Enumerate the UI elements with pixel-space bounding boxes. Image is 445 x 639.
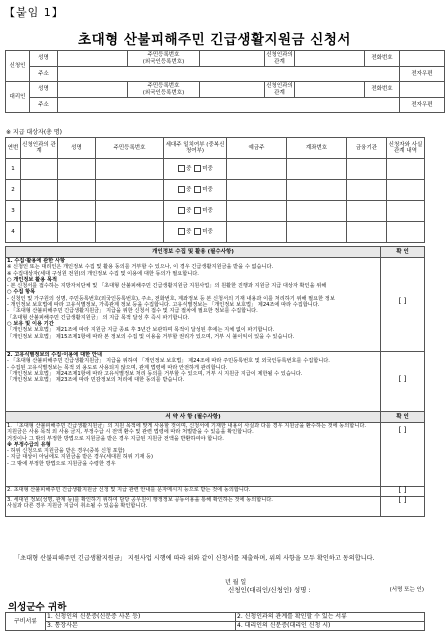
agent-email-label: 전자우편: [400, 98, 445, 113]
yes-checkbox[interactable]: [178, 228, 185, 235]
oath-1-check[interactable]: [381, 423, 425, 487]
oath-2-check[interactable]: [381, 487, 425, 497]
agent-address-input[interactable]: [58, 98, 400, 113]
oath-line: 3. 세대원 정보(성명, 관계 등)를 확인하기 위하여 담당 공무원이 행정정보 공동이용을 통해 확인하는 것에 동의합니다.: [7, 497, 273, 503]
applicant-phone-input[interactable]: [400, 51, 445, 67]
member-relation-input[interactable]: [21, 180, 58, 201]
member-name-input[interactable]: [58, 201, 96, 222]
consent-line: ○ 개인정보 활용 목적: [7, 276, 58, 283]
consent-line: 「초대형 산불피해주민 긴급생활지원금」 의 지급 목적 달성 후 즉시 파기합니다.: [7, 314, 190, 321]
consent-line: - 개인정보 보호법에 따라 고유식별정보, 가족관계 정보 등을 수집합니다. 고유식별정보는 「개인정보 보호법」 제24조에 따라 수집합니다.: [7, 302, 320, 309]
agent-id-input[interactable]: [200, 82, 265, 98]
agent-phone-label: 전화번호: [365, 82, 400, 98]
member-relation-input[interactable]: [21, 159, 58, 180]
oath-section-title: 서 약 사 항 (필수사항): [6, 412, 381, 423]
oath-line: 사실과 다른 경우 지원금 지급이 취소될 수 있음을 확인합니다.: [7, 503, 148, 510]
applicant-name-input[interactable]: [58, 51, 128, 67]
consent-line: - 본 신청서를 접수하는 지방자치단체 및 「초대형 산불피해주민 긴급생활지원금 지원사업」의 원활한 진행과 지원금 지급 대상자 확인을 위해: [7, 283, 327, 290]
applicant-email-label: 전자우편: [400, 67, 445, 82]
yes-label: 중: [186, 166, 192, 173]
member-relation-input[interactable]: [21, 222, 58, 243]
member-row-number: 3: [6, 201, 21, 222]
oath-block-1: [6, 423, 381, 487]
agent-relation-label: 신청인과의 관계: [266, 83, 293, 96]
member-household-check: [164, 201, 227, 222]
member-household-check: [164, 159, 227, 180]
consent-line: 1. 수집·활용에 관한 사항: [7, 258, 66, 264]
applicant-address-input[interactable]: [58, 67, 400, 82]
attachment-item: 1. 신청인의 신분증(신분증 사본 등): [46, 613, 236, 622]
no-checkbox[interactable]: [194, 228, 201, 235]
member-row-number: 2: [6, 180, 21, 201]
consent-unique-id-check[interactable]: [381, 352, 425, 412]
applicant-relation-label: 신청인과의 관계: [266, 52, 293, 65]
consent-table: [5, 246, 425, 517]
no-label: 미중: [202, 208, 213, 215]
consent-line: ※ 신청인 또는 대리인은 개인정보 수집 및 활용 동의를 거부할 수 있으나, 이 경우 긴급생활지원금을 받을 수 없습니다.: [7, 264, 274, 271]
member-bank-input[interactable]: [347, 180, 387, 201]
no-label: 미중: [202, 229, 213, 236]
agent-name-input[interactable]: [58, 82, 128, 98]
consent-line: ○ 보유 및 이용 기간: [7, 320, 54, 327]
consent-line: 「개인정보 보호법」 제24조제1항에 따라 고유식별정보 처리 동의를 거부할 수 있으며, 거부 시 지원금 지급이 제한될 수 있습니다.: [7, 370, 303, 377]
consent-block-collection: [6, 258, 381, 352]
yes-label: 중: [186, 187, 192, 194]
member-name-input[interactable]: [58, 180, 96, 201]
signer-name-label: 성명 :: [293, 586, 311, 594]
yes-checkbox[interactable]: [178, 165, 185, 172]
consent-line: 「개인정보 보호법」 제15조제1항에 따라 본 정보의 수집 및 이용을 거부할 권리가 있으며, 거부 시 불이익이 있을 수 있습니다.: [7, 333, 295, 340]
members-header-fact: 신청자와 사실관계 내역: [387, 138, 425, 159]
check-mark: [ ]: [398, 426, 407, 434]
member-id-input[interactable]: [96, 222, 164, 243]
consent-collection-check[interactable]: [381, 258, 425, 352]
consent-line: - 「초대형 산불피해주민 긴급생활지원금」 지급을 위한 신청서 접수 및 지급 절차에 필요한 정보를 수집합니다.: [7, 308, 258, 315]
eligible-count-note: ※ 지급 대상자(총 명): [6, 129, 63, 136]
applicant-phone-label: 전화번호: [365, 51, 400, 67]
member-row-number: 4: [6, 222, 21, 243]
consent-line: ○ 수집 항목: [7, 289, 36, 296]
member-household-check: [164, 222, 227, 243]
members-header-name: 성명: [58, 138, 96, 159]
member-account-input[interactable]: [287, 159, 347, 180]
yes-label: 중: [186, 229, 192, 236]
attachments-label: 구비서류: [6, 613, 46, 631]
consent-block-unique-id: [6, 352, 381, 412]
member-holder-input[interactable]: [227, 180, 287, 201]
oath-block-3: [6, 497, 381, 517]
signature-seal-field[interactable]: (서명 또는 인): [389, 587, 424, 593]
member-account-input[interactable]: [287, 201, 347, 222]
consent-line: - 신청인 및 가구원의 성명, 주민등록번호(외국인등록번호), 주소, 전화번호, 계좌정보 등 본 신청서의 기재 내용과 이를 처리하기 위해 필요한 정보: [7, 295, 335, 302]
member-fact-input[interactable]: [387, 222, 425, 243]
member-holder-input[interactable]: [227, 222, 287, 243]
member-id-input[interactable]: [96, 180, 164, 201]
no-label: 미중: [202, 187, 213, 194]
oath-check-header: 확 인: [381, 412, 425, 423]
attachment-item: 3. 통장사본: [46, 622, 236, 631]
oath-line: 2. 초대형 산불피해주민 긴급생활지원금 신청 및 지급 관련 안내를 문자메시지 등으로 받는 것에 동의합니다.: [7, 487, 251, 493]
no-checkbox[interactable]: [194, 186, 201, 193]
members-table: [5, 137, 425, 243]
member-fact-input[interactable]: [387, 201, 425, 222]
member-fact-input[interactable]: [387, 180, 425, 201]
oath-line: - 허위 신청으로 지원금을 받은 경우(중복 신청 포함): [7, 448, 125, 455]
applicant-id-label: 주민등록번호 (외국인등록번호): [128, 51, 200, 67]
no-checkbox[interactable]: [194, 165, 201, 172]
applicant-relation-input[interactable]: [295, 51, 365, 67]
consent-line: ※ 수집대상자(세대 구성원 전원)의 개인정보 수집 및 이용에 대한 동의가 필요합니다.: [7, 270, 199, 277]
check-mark: [ ]: [398, 486, 407, 494]
applicant-table: [5, 50, 445, 113]
members-header-bank: 금융기관: [347, 138, 387, 159]
date-field[interactable]: 년 월 일: [225, 579, 247, 586]
applicant-name-label: 성명: [30, 51, 58, 67]
member-id-input[interactable]: [96, 201, 164, 222]
consent-section-title: 개인정보 수집 및 활용 (필수사항): [6, 247, 381, 258]
member-bank-input[interactable]: [347, 222, 387, 243]
member-id-input[interactable]: [96, 159, 164, 180]
member-bank-input[interactable]: [347, 201, 387, 222]
applicant-row-label: 신청인: [6, 51, 30, 82]
consent-line: 「개인정보 보호법」 제23조에 따라 민감정보의 처리에 대한 동의를 받습니다.: [7, 377, 185, 384]
oath-line: 1. 「초대형 산불피해주민 긴급생활지원금」의 지원 목적에 맞게 사용할 것이며, 신청서에 기재한 내용이 사실과 다를 경우 지원금을 환수하는 것에 동의합니다.: [7, 423, 366, 429]
agent-row-label: 대리인: [6, 82, 30, 113]
consent-line: - 수집된 고유식별정보는 목적 외 용도로 사용되지 않으며, 관계 법령에 따라 안전하게 관리합니다.: [7, 364, 228, 371]
members-header-no: 연번: [6, 138, 21, 159]
oath-line: 지원금은 사용 목적 외 사용 금지, 부정수급 시 전액 환수 및 관련 법령에 따라 처벌받을 수 있음을 확인합니다.: [7, 429, 254, 436]
signature-row: [228, 585, 424, 594]
consent-line: 2. 고유식별정보의 수집·이용에 대한 안내: [7, 352, 102, 358]
table-row: [6, 159, 425, 180]
consent-check-header: 확 인: [381, 247, 425, 258]
recipient-label: 의성군수 귀하: [8, 602, 67, 613]
member-household-check: [164, 180, 227, 201]
no-label: 미중: [202, 166, 213, 173]
member-fact-input[interactable]: [387, 159, 425, 180]
agent-name-label: 성명: [30, 82, 58, 98]
member-account-input[interactable]: [287, 222, 347, 243]
members-header-id: 주민등록번호: [96, 138, 164, 159]
members-header-relation: 신청인과의 관계: [21, 138, 58, 159]
oath-line: 거짓이나 그 밖의 부정한 방법으로 지원금을 받은 경우 지급된 지원금 전액을 반환하여야 합니다.: [7, 435, 224, 442]
member-relation-input[interactable]: [21, 201, 58, 222]
applicant-address-label: 주소: [30, 67, 58, 82]
oath-line: - 그 밖에 부정한 방법으로 지원금을 수령한 경우: [7, 460, 116, 467]
no-checkbox[interactable]: [194, 207, 201, 214]
annex-label: 【붙임 1】: [4, 6, 64, 19]
member-holder-input[interactable]: [227, 159, 287, 180]
table-row: [6, 222, 425, 243]
member-name-input[interactable]: [58, 159, 96, 180]
check-mark: [ ]: [398, 375, 407, 383]
yes-checkbox[interactable]: [178, 186, 185, 193]
agent-relation-input[interactable]: [295, 82, 365, 98]
member-row-number: 1: [6, 159, 21, 180]
oath-line: - 지급 대상이 아님에도 지원금을 받은 경우(세대원 허위 기재 등): [7, 454, 154, 461]
consent-line: 「개인정보 보호법」 제21조에 따라 지원금 지급 종료 후 3년간 보관하며 목적이 달성된 후에는 지체 없이 파기합니다.: [7, 327, 275, 334]
check-mark: [ ]: [398, 297, 407, 305]
table-row: [6, 180, 425, 201]
yes-checkbox[interactable]: [178, 207, 185, 214]
attachments-table: [5, 612, 425, 631]
member-bank-input[interactable]: [347, 159, 387, 180]
table-row: [6, 201, 425, 222]
attachment-item: 4. 대리인의 신분증(대리인 신청 시): [236, 622, 425, 631]
consent-line: - 「초대형 산불피해주민 긴급생활지원금」 지급을 위하여 「개인정보 보호법」 제24조에 따라 주민등록번호 및 외국인등록번호를 수집합니다.: [7, 358, 330, 365]
member-holder-input[interactable]: [227, 201, 287, 222]
signer-label: 신청인(대리인/신청인): [228, 586, 292, 594]
members-header-holder: 예금주: [227, 138, 287, 159]
oath-line: ※ 부정수급의 유형: [7, 441, 51, 448]
oath-3-check[interactable]: [381, 497, 425, 517]
attachment-item: 2. 신청인과의 관계를 확인할 수 있는 서류: [236, 613, 425, 622]
applicant-id-input[interactable]: [200, 51, 265, 67]
member-name-input[interactable]: [58, 222, 96, 243]
agent-address-label: 주소: [30, 98, 58, 113]
oath-block-2: [6, 487, 381, 497]
agent-phone-input[interactable]: [400, 82, 445, 98]
form-title: 초대형 산불피해주민 긴급생활지원금 신청서: [78, 32, 351, 48]
declaration-text: 「초대형 산불피해주민 긴급생활지원금」 지원사업 시행에 따라 위와 같이 신청서를 제출하며, 위의 사항을 모두 확인하고 동의합니다.: [14, 555, 375, 562]
members-header-account: 계좌번호: [287, 138, 347, 159]
member-account-input[interactable]: [287, 180, 347, 201]
agent-id-label: 주민등록번호 (외국인등록번호): [128, 82, 200, 98]
yes-label: 중: [186, 208, 192, 215]
members-header-household: 세대주 일치여부 (중복신청여부): [164, 138, 227, 159]
check-mark: [ ]: [398, 496, 407, 504]
